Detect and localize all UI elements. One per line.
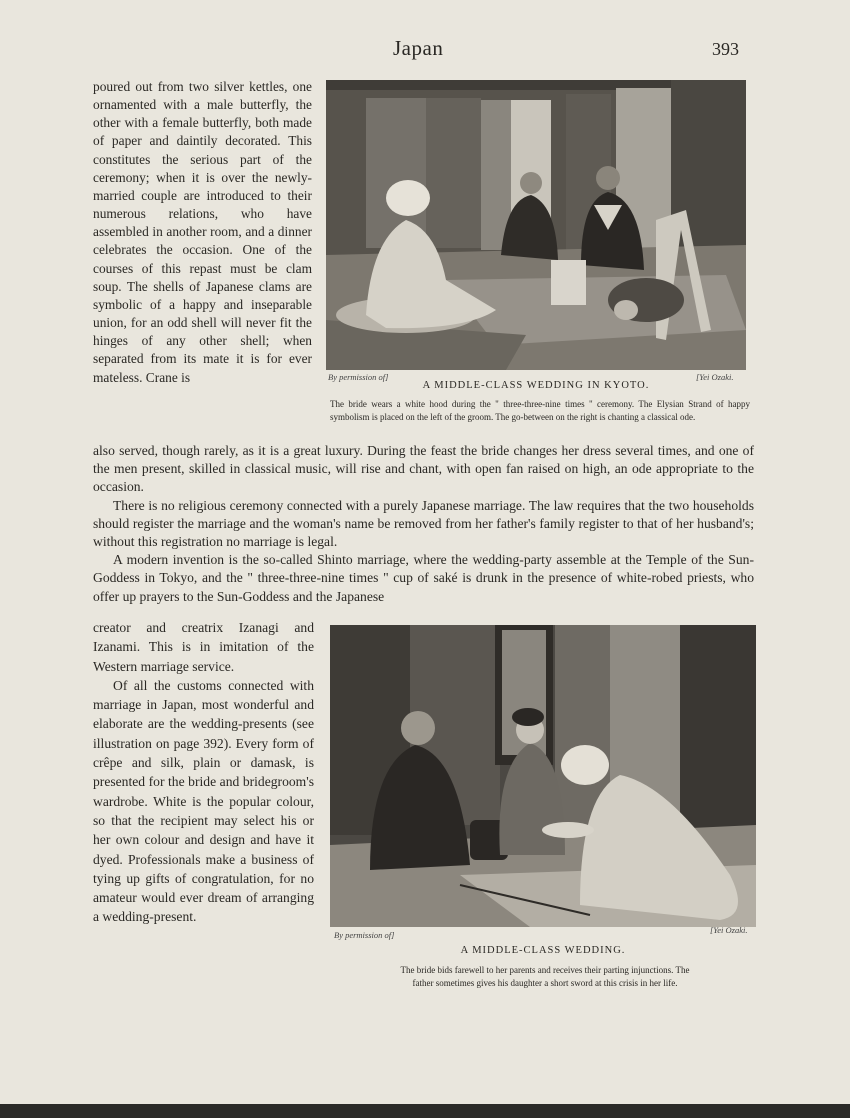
figure-middle-class-wedding xyxy=(330,625,760,995)
figure-description-line-2: father sometimes gives his daughter a short sword at this crisis in her life. xyxy=(412,978,678,988)
figure-title: A MIDDLE-CLASS WEDDING. xyxy=(460,945,626,956)
paragraph-law: There is no religious ceremony connected with a purely Japanese marriage. The law requires that the two households should register the marriage and the woman's name be removed from her father's family register to that of her husband's; without this registration no marriage is legal. xyxy=(93,497,754,550)
full-width-text xyxy=(93,442,754,606)
paragraph-feast: also served, though rarely, as it is a great luxury. During the feast the bride changes her dress several times, and one of the men present, skilled in classical music, will rise and chant, with open fan raised on high, an ode appropriate to the occasion. xyxy=(93,443,754,495)
figure-wedding-kyoto xyxy=(326,80,756,440)
credit-left: By permission of] xyxy=(328,372,389,382)
running-head xyxy=(0,36,850,66)
top-text-column xyxy=(93,78,312,387)
paragraph-izanagi: creator and creatrix Izanagi and Izanami. This is in imitation of the Western marriage service. xyxy=(93,620,314,674)
photo-middle-class-wedding xyxy=(330,625,756,927)
figure-title: A MIDDLE-CLASS WEDDING IN KYOTO. xyxy=(422,380,650,391)
top-column-paragraph: poured out from two silver kettles, one ornamented with a male butterfly, the other with a female butterfly, both made of paper and daintily decorated. This constitutes the serious part of the ceremony; when it is over the newly-married couple are introduced to their numerous relations, who have assembled in another room, and a dinner celebrates the occasion. One of the courses of this repast must be clam soup. The shells of Japanese clams are symbolic of a happy and inseparable union, for an odd shell will never fit the hinges of any other shell; when separated from its mate it is for ever mateless. Crane is xyxy=(93,79,312,385)
scan-bottom-edge xyxy=(0,1104,850,1118)
bottom-text-column xyxy=(93,618,314,927)
running-title: Japan xyxy=(393,36,444,60)
credit-right: [Yei Ozaki. xyxy=(696,372,734,382)
page-number: 393 xyxy=(712,39,739,59)
paragraph-presents: Of all the customs connected with marriage in Japan, most wonderful and elaborate are the wedding-presents (see illustration on page 392). Every form of crêpe and silk, plain or damask, is presented for the bride and bridegroom's wardrobe. White is the popular colour, so that the recipient may select his or her own colour and design and have it dyed. Professionals make a business of tying up gifts of congratulation, for no amateur would ever dream of arranging a wedding-present. xyxy=(93,677,314,925)
credit-right: [Yei Ozaki. xyxy=(710,925,748,935)
paragraph-shinto: A modern invention is the so-called Shinto marriage, where the wedding-party assemble at the Temple of the Sun-Goddess in Tokyo, and the " three-three-nine times " cup of saké is drunk in the presence of white-robed priests, who offer up prayers to the Sun-Goddess and the Japanese xyxy=(93,552,754,604)
photo-wedding-kyoto xyxy=(326,80,746,370)
figure-description-line-1: The bride bids farewell to her parents and receives their parting injunctions. The xyxy=(400,965,690,975)
figure-description: The bride wears a white hood during the " three-three-nine times " ceremony. The Elysian Strand of happy symbolism is placed on the left of the groom. The go-between on the right is chanting a classical ode. xyxy=(330,399,750,422)
credit-left: By permission of] xyxy=(334,930,395,940)
